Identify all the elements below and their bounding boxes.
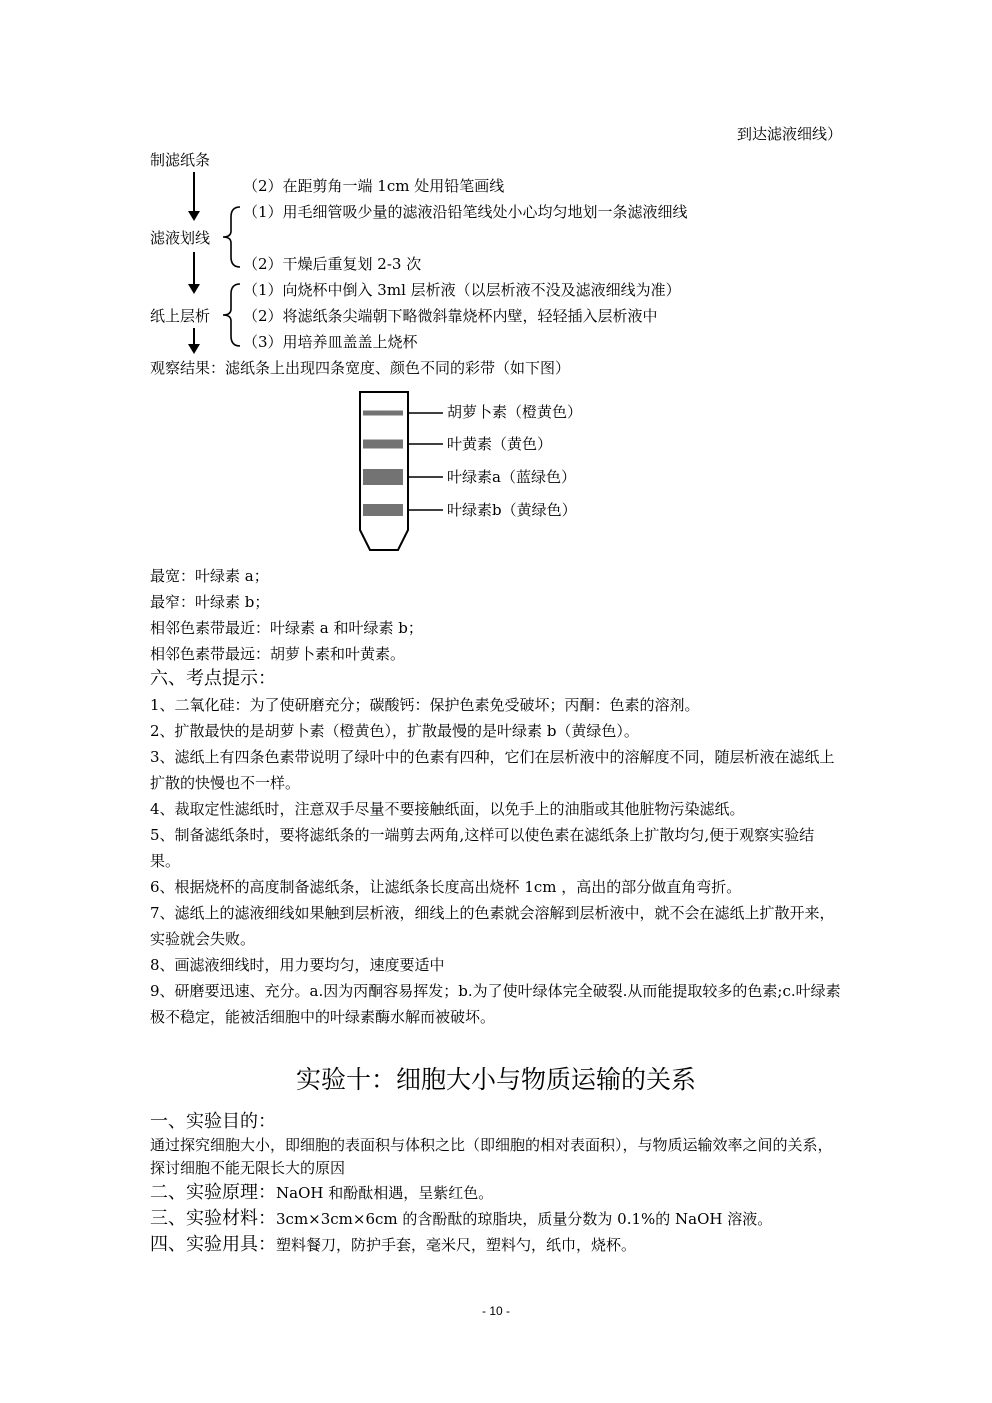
band-label-xanthophyll: 叶黄素（黄色） (447, 435, 553, 453)
tip-item: 2、扩散最快的是胡萝卜素（橙黄色），扩散最慢的是叶绿素 b（黄绿色）。 (150, 722, 639, 740)
flow-arrow-down-icon (193, 252, 195, 285)
flow-step3-item-1: （1）向烧杯中倒入 3ml 层析液（以层析液不没及滤液细线为准） (243, 281, 681, 299)
observation-result: 观察结果：滤纸条上出现四条宽度、颜色不同的彩带（如下图） (150, 359, 571, 377)
tip-item: 4、裁取定性滤纸时，注意双手尽量不要接触纸面，以免手上的油脂或其他脏物污染滤纸。 (150, 800, 745, 818)
result-farthest: 相邻色素带最远：胡萝卜素和叶黄素。 (150, 645, 406, 663)
materials-text: 3cm×3cm×6cm 的含酚酞的琼脂块，质量分数为 0.1%的 NaOH 溶液。 (276, 1210, 773, 1228)
tip-item: 1、二氧化硅：为了使研磨充分；碳酸钙：保护色素免受破坏；丙酮：色素的溶剂。 (150, 696, 700, 714)
band-label-chlorophyll-a: 叶绿素a（蓝绿色） (447, 468, 576, 486)
experiment-title: 实验十：细胞大小与物质运输的关系 (295, 1065, 696, 1094)
page-number: - 10 - (481, 1304, 510, 1318)
flow-arrow-down-icon (193, 172, 195, 212)
tip-item: 9、研磨要迅速、充分。a.因为丙酮容易挥发；b.为了使叶绿体完全破裂.从而能提取较多的色素;c.叶绿素极不稳定，能被活细胞中的叶绿素酶水解而被破坏。 (150, 982, 841, 1026)
flow-step2-item-2: （2）干燥后重复划 2-3 次 (243, 255, 422, 273)
continuation-text: 到达滤液细线） (736, 125, 842, 143)
purpose-heading: 一、实验目的： (150, 1111, 276, 1132)
materials-heading: 三、实验材料： (150, 1208, 276, 1229)
tip-item: 8、画滤液细线时，用力要均匀，速度要适中 (150, 956, 445, 974)
principle-heading: 二、实验原理： (150, 1182, 276, 1203)
left-brace-icon (220, 282, 242, 348)
tip-item: 3、滤纸上有四条色素带说明了绿叶中的色素有四种，它们在层析液中的溶解度不同，随层析液在滤纸上扩散的快慢也不一样。 (150, 748, 835, 792)
flow-step3-item-2: （2）将滤纸条尖端朝下略微斜靠烧杯内壁，轻轻插入层析液中 (243, 307, 658, 325)
section-heading: 六、考点提示： (150, 668, 276, 689)
tools-text: 塑料餐刀，防护手套，毫米尺，塑料勺，纸巾，烧杯。 (276, 1236, 637, 1254)
result-widest: 最宽：叶绿素 a； (150, 567, 269, 585)
tools-heading: 四、实验用具： (150, 1234, 276, 1255)
flow-arrow-down-icon (193, 328, 195, 345)
result-narrowest: 最窄：叶绿素 b； (150, 593, 270, 611)
purpose-text: 通过探究细胞大小，即细胞的表面积与体积之比（即细胞的相对表面积），与物质运输效率之间的关系，探讨细胞不能无限长大的原因 (150, 1136, 833, 1177)
tip-item: 5、制备滤纸条时，要将滤纸条的一端剪去两角,这样可以使色素在滤纸条上扩散均匀,便于观察实验结果。 (150, 826, 815, 870)
flow-step1-note: （2）在距剪角一端 1cm 处用铅笔画线 (243, 177, 505, 195)
principle-text: NaOH 和酚酞相遇，呈紫红色。 (276, 1184, 494, 1202)
band-label-carotene: 胡萝卜素（橙黄色） (447, 403, 583, 421)
materials-line (150, 1207, 772, 1231)
left-brace-icon (220, 205, 242, 269)
flow-step-draw-line: 滤液划线 (150, 229, 211, 247)
flow-step2-item-1: （1）用毛细管吸少量的滤液沿铅笔线处小心均匀地划一条滤液细线 (243, 203, 688, 221)
tip-item: 6、根据烧杯的高度制备滤纸条，让滤纸条长度高出烧杯 1cm ，高出的部分做直角弯折。 (150, 878, 742, 896)
tip-item: 7、滤纸上的滤液细线如果触到层析液，细线上的色素就会溶解到层析液中，就不会在滤纸上扩散开来，实验就会失败。 (150, 904, 835, 948)
band-label-chlorophyll-b: 叶绿素b（黄绿色） (447, 501, 577, 519)
result-closest: 相邻色素带最近：叶绿素 a 和叶绿素 b； (150, 619, 423, 637)
flow-step3-item-3: （3）用培养皿盖盖上烧杯 (243, 333, 418, 351)
principle-line (150, 1181, 493, 1205)
flow-step-make-strip: 制滤纸条 (150, 151, 211, 169)
tools-line (150, 1233, 636, 1257)
flow-step-chromatography: 纸上层析 (150, 307, 211, 325)
